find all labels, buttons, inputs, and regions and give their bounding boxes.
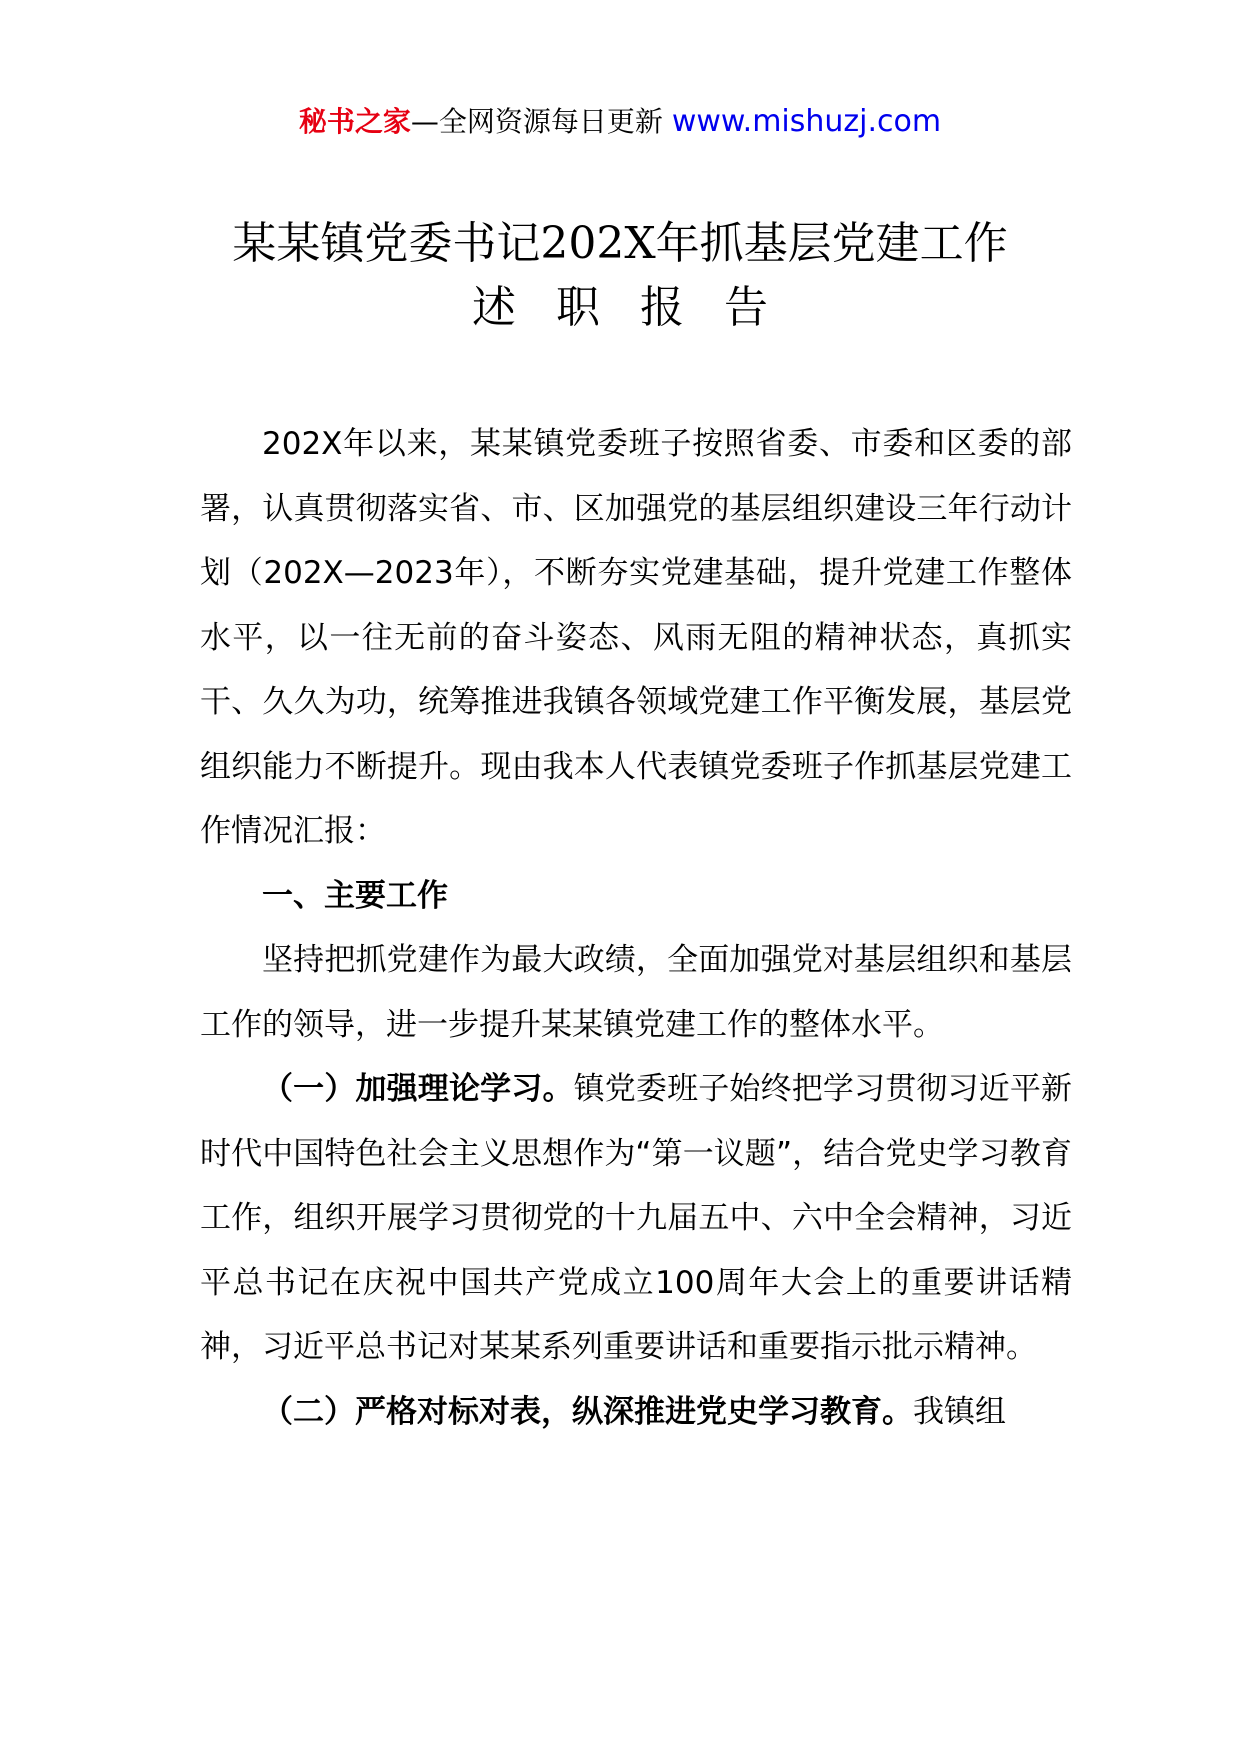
section-heading: 一、主要工作 [262,877,448,914]
item-heading-2: （二）严格对标对表，纵深推进党史学习教育。 [262,1393,913,1430]
banner-url-link[interactable]: www.mishuzj.com [671,104,942,139]
intro-paragraph: 202X年以来，某某镇党委班子按照省委、市委和区委的部署，认真贯彻落实省、市、区加强党的基层组织建设三年行动计划（202X—2023年），不断夯实党建基础，提升党建工作整体水平，以一往无前的奋斗姿态、风雨无阻的精神状态，真抓实干、久久为功，统筹推进我镇各领域党建工作平衡发展，基层党组织能力不断提升。现由我本人代表镇党委班子作抓基层党建工作情况汇报： [200,426,1072,849]
banner-slogan: —全网资源每日更新 [410,105,672,138]
item-text-1: 镇党委班子始终把学习贯彻习近平新时代中国特色社会主义思想作为“第一议题”，结合党史学习教育工作，组织开展学习贯彻党的十九届五中、六中全会精神，习近平总书记在庆祝中国共产党成立100周年大会上的重要讲话精神，习近平总书记对某某系列重要讲话和重要指示批示精神。 [200,1071,1073,1365]
section-intro-paragraph: 坚持把抓党建作为最大政绩，全面加强党对基层组织和基层工作的领导，进一步提升某某镇党建工作的整体水平。 [200,942,1072,1043]
item-paragraph-2 [200,1380,1072,1445]
item-paragraph-1 [200,1057,1072,1380]
document-subtitle: 述职报告 [472,282,808,333]
site-banner [0,100,1240,144]
banner-brand: 秘书之家 [298,105,411,138]
item-heading-1: （一）加强理论学习。 [262,1071,574,1107]
document-title: 某某镇党委书记202X年抓基层党建工作 [232,218,1008,269]
item-text-2: 我镇组 [913,1393,1006,1430]
document-body [200,412,1072,1444]
